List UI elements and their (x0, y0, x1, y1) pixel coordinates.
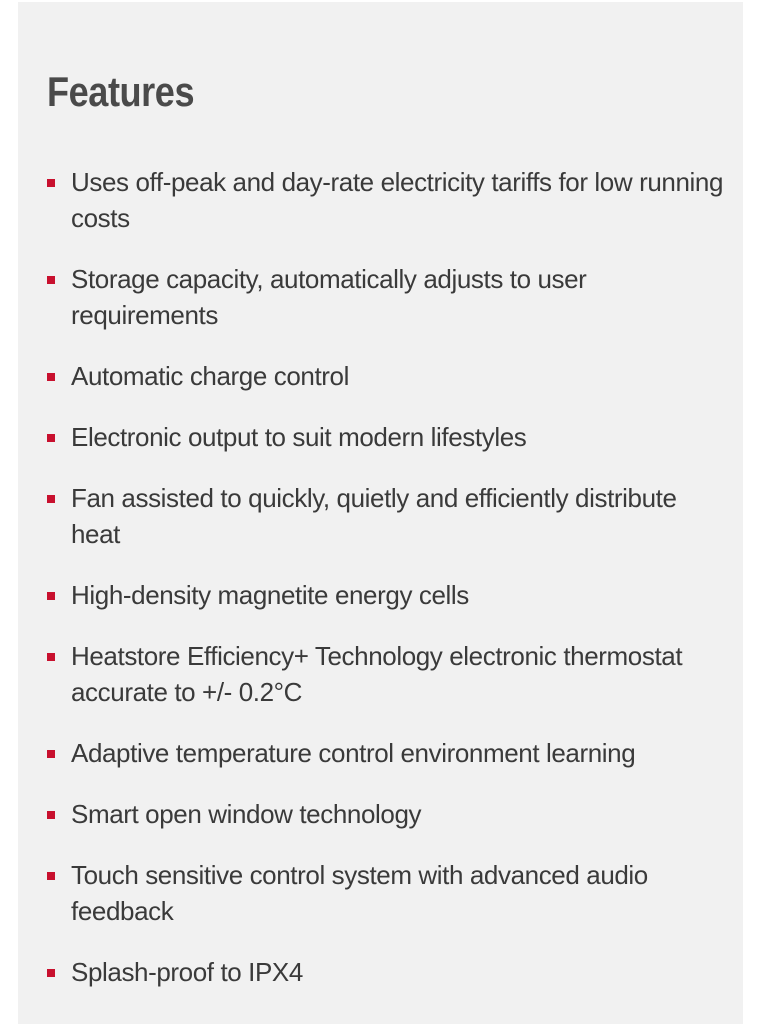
feature-item (47, 857, 727, 929)
bullet-square-icon (47, 179, 55, 187)
feature-item (47, 954, 727, 990)
bullet-square-icon (47, 592, 55, 600)
feature-item (47, 480, 727, 552)
bullet-square-icon (47, 872, 55, 880)
feature-text: Smart open window technology (71, 799, 422, 829)
feature-text: Storage capacity, automatically adjusts to user requirements (71, 264, 587, 330)
feature-text: Adaptive temperature control environment learning (71, 738, 636, 768)
feature-text: Automatic charge control (71, 361, 349, 391)
bullet-square-icon (47, 495, 55, 503)
features-panel (18, 2, 743, 1024)
feature-text: Heatstore Efficiency+ Technology electronic thermostat accurate to +/- 0.2°C (71, 641, 683, 707)
feature-item (47, 261, 727, 333)
feature-item (47, 735, 727, 771)
bullet-square-icon (47, 434, 55, 442)
feature-text: High-density magnetite energy cells (71, 580, 469, 610)
features-list (47, 164, 727, 1015)
feature-text: Electronic output to suit modern lifestyles (71, 422, 527, 452)
section-title: Features (47, 68, 195, 115)
feature-text: Uses off-peak and day-rate electricity tariffs for low running costs (71, 167, 724, 233)
bullet-square-icon (47, 276, 55, 284)
bullet-square-icon (47, 750, 55, 758)
feature-text: Splash-proof to IPX4 (71, 957, 303, 987)
bullet-square-icon (47, 373, 55, 381)
feature-item (47, 358, 727, 394)
feature-text: Fan assisted to quickly, quietly and efficiently distribute heat (71, 483, 677, 549)
feature-item (47, 577, 727, 613)
bullet-square-icon (47, 969, 55, 977)
feature-item (47, 796, 727, 832)
feature-item (47, 419, 727, 455)
feature-item (47, 164, 727, 236)
feature-item (47, 638, 727, 710)
bullet-square-icon (47, 811, 55, 819)
feature-text: Touch sensitive control system with advanced audio feedback (71, 860, 648, 926)
bullet-square-icon (47, 653, 55, 661)
